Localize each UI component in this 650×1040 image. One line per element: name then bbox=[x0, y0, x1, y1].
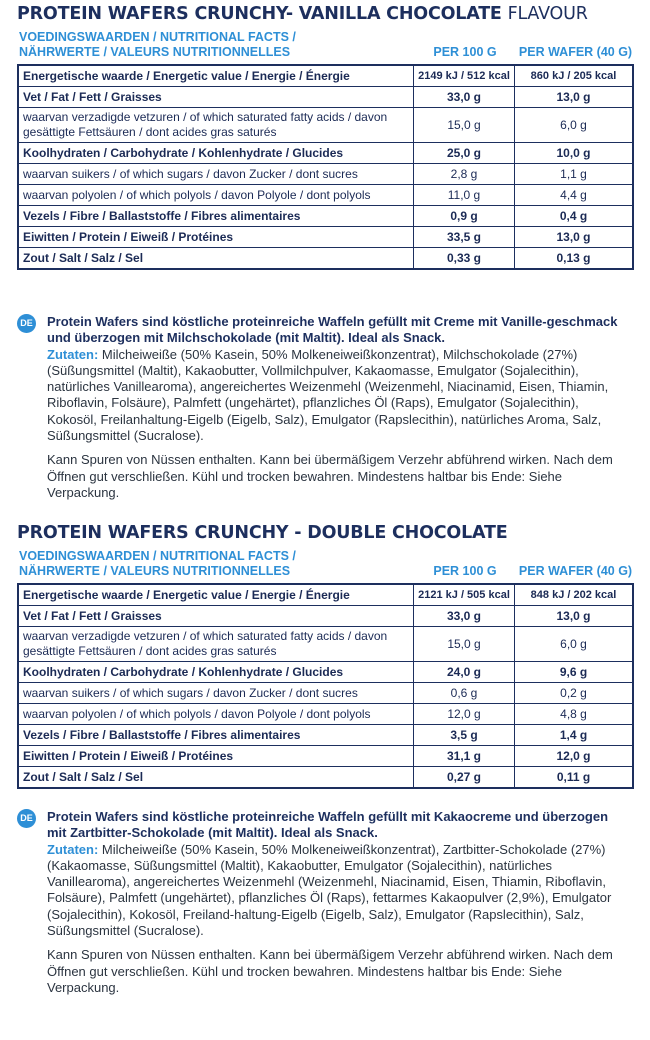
table-row bbox=[18, 248, 633, 270]
table-row bbox=[18, 746, 633, 767]
column-header-per-100g: PER 100 G bbox=[433, 45, 497, 59]
value-per-wafer: 0,11 g bbox=[515, 767, 634, 789]
language-badge: DE bbox=[17, 314, 36, 333]
value-per-100g: 33,5 g bbox=[414, 227, 515, 248]
ingredients-text: Milcheiweiße (50% Kasein, 50% Molkeneiweißkonzentrat), Zartbitter-Schokolade (27%) (Kakaomasse, Süßungsmittel (Maltit), Kakaobutter, Emulgator (Sojalecithin), natürliches Vanillearoma), angereichertes Weizenmehl (Weizenmehl, Niacinamid, Eisen, Thiamin, Riboflavin, Folsäure), Palmfett (ungehärtet), pflanzliches Öl (Raps), fettarmes Kakaopulver (2,9%), Emulgator (Sojalecithin), Kokosöl, Freiland-haltung-Eigelb (Eigelb, Salz), Emulgator (Rapslecithin), Salz, Süßungsmittel (Sucralose). bbox=[47, 841, 612, 939]
row-label: waarvan suikers / of which sugars / davon Zucker / dont sucres bbox=[18, 164, 414, 185]
value-per-100g: 33,0 g bbox=[414, 606, 515, 627]
column-header-per-wafer: PER WAFER (40 G) bbox=[518, 45, 633, 59]
row-label: waarvan suikers / of which sugars / davon Zucker / dont sucres bbox=[18, 683, 414, 704]
product-section-vanilla bbox=[17, 4, 634, 270]
ingredients-text: Milcheiweiße (50% Kasein, 50% Molkeneiweißkonzentrat), Milchschokolade (27%) (Süßungsmittel (Maltit), Kakaobutter, Vollmilchpulver, Kakaomasse, Emulgator (Sojalecithin), natürliches Vanillearoma), angereichertes Weizenmehl (Weizenmehl, Niacinamid, Eisen, Thiamin, Riboflavin, Folsäure), Palmfett (ungehärtet), pflanzliches Öl (Raps), Emulgator (Sojalecithin), Kokosöl, Freilanhaltung-Eigelb (Eigelb, Salz), Emulgator (Rapslecithin), natürliches Aroma, Salz, Süßungsmittel (Sucralose). bbox=[47, 346, 609, 444]
table-row bbox=[18, 164, 633, 185]
row-label: Koolhydraten / Carbohydrate / Kohlenhydrate / Glucides bbox=[18, 662, 414, 683]
value-per-wafer: 6,0 g bbox=[515, 627, 634, 662]
value-per-wafer: 4,4 g bbox=[515, 185, 634, 206]
ingredients bbox=[47, 347, 629, 445]
value-per-wafer: 0,4 g bbox=[515, 206, 634, 227]
table-row bbox=[18, 767, 633, 789]
column-header-per-wafer: PER WAFER (40 G) bbox=[518, 564, 633, 578]
row-label: waarvan polyolen / of which polyols / davon Polyole / dont polyols bbox=[18, 704, 414, 725]
product-title bbox=[17, 4, 634, 24]
nutrition-header-label bbox=[19, 549, 296, 579]
value-per-wafer: 1,4 g bbox=[515, 725, 634, 746]
value-per-wafer: 1,1 g bbox=[515, 164, 634, 185]
value-per-wafer: 13,0 g bbox=[515, 227, 634, 248]
description-block-double-chocolate bbox=[17, 809, 629, 996]
row-label: Zout / Salt / Salz / Sel bbox=[18, 248, 414, 270]
description-block-vanilla bbox=[17, 314, 629, 501]
ingredients-label: Zutaten: bbox=[47, 841, 99, 857]
table-row bbox=[18, 143, 633, 164]
row-label: Energetische waarde / Energetic value / Energie / Énergie bbox=[18, 584, 414, 606]
value-per-wafer: 860 kJ / 205 kcal bbox=[515, 65, 634, 87]
value-per-100g: 0,33 g bbox=[414, 248, 515, 270]
row-label: Eiwitten / Protein / Eiweiß / Protéines bbox=[18, 227, 414, 248]
value-per-100g: 15,0 g bbox=[414, 627, 515, 662]
row-label: Vet / Fat / Fett / Graisses bbox=[18, 606, 414, 627]
storage-note: Kann Spuren von Nüssen enthalten. Kann bei übermäßigem Verzehr abführend wirken. Nach dem Öffnen gut verschließen. Kühl und trocken bewahren. Mindestens haltbar bis Ende: Siehe Verpackung. bbox=[47, 452, 613, 500]
table-row bbox=[18, 627, 633, 662]
nutrition-header bbox=[17, 549, 634, 583]
language-badge: DE bbox=[17, 809, 36, 828]
value-per-100g: 2,8 g bbox=[414, 164, 515, 185]
product-description: Protein Wafers sind köstliche proteinreiche Waffeln gefüllt mit Kakaocreme und überzogen mit Zartbitter-Schokolade (mit Maltit). Ideal als Snack. bbox=[47, 809, 609, 841]
header-label-line-1: VOEDINGSWAARDEN / NUTRITIONAL FACTS / bbox=[19, 30, 296, 44]
table-row bbox=[18, 725, 633, 746]
header-label-line-2: NÄHRWERTE / VALEURS NUTRITIONNELLES bbox=[19, 564, 291, 578]
value-per-100g: 11,0 g bbox=[414, 185, 515, 206]
value-per-wafer: 13,0 g bbox=[515, 87, 634, 108]
row-label: Zout / Salt / Salz / Sel bbox=[18, 767, 414, 789]
column-header-per-100g: PER 100 G bbox=[433, 564, 497, 578]
table-row bbox=[18, 662, 633, 683]
value-per-100g: 25,0 g bbox=[414, 143, 515, 164]
value-per-wafer: 848 kJ / 202 kcal bbox=[515, 584, 634, 606]
row-label: Vet / Fat / Fett / Graisses bbox=[18, 87, 414, 108]
value-per-100g: 15,0 g bbox=[414, 108, 515, 143]
value-per-wafer: 10,0 g bbox=[515, 143, 634, 164]
value-per-wafer: 12,0 g bbox=[515, 746, 634, 767]
product-title-flavour: FLAVOUR bbox=[507, 4, 588, 24]
value-per-100g: 2121 kJ / 505 kcal bbox=[414, 584, 515, 606]
header-label-line-2: NÄHRWERTE / VALEURS NUTRITIONNELLES bbox=[19, 45, 291, 59]
value-per-100g: 33,0 g bbox=[414, 87, 515, 108]
row-label: waarvan polyolen / of which polyols / davon Polyole / dont polyols bbox=[18, 185, 414, 206]
product-title-main: PROTEIN WAFERS CRUNCHY- VANILLA CHOCOLATE bbox=[17, 4, 502, 24]
value-per-100g: 0,6 g bbox=[414, 683, 515, 704]
value-per-wafer: 0,13 g bbox=[515, 248, 634, 270]
product-title-main: PROTEIN WAFERS CRUNCHY - DOUBLE CHOCOLATE bbox=[17, 523, 508, 543]
value-per-100g: 31,1 g bbox=[414, 746, 515, 767]
value-per-wafer: 9,6 g bbox=[515, 662, 634, 683]
value-per-wafer: 13,0 g bbox=[515, 606, 634, 627]
header-label-line-1: VOEDINGSWAARDEN / NUTRITIONAL FACTS / bbox=[19, 549, 296, 563]
value-per-100g: 12,0 g bbox=[414, 704, 515, 725]
value-per-wafer: 4,8 g bbox=[515, 704, 634, 725]
table-row bbox=[18, 683, 633, 704]
row-label: Koolhydraten / Carbohydrate / Kohlenhydrate / Glucides bbox=[18, 143, 414, 164]
nutrition-header-label bbox=[19, 30, 296, 60]
ingredients bbox=[47, 842, 629, 940]
row-label: Energetische waarde / Energetic value / Energie / Énergie bbox=[18, 65, 414, 87]
value-per-wafer: 0,2 g bbox=[515, 683, 634, 704]
value-per-100g: 0,9 g bbox=[414, 206, 515, 227]
nutrition-header bbox=[17, 30, 634, 64]
row-label: Eiwitten / Protein / Eiweiß / Protéines bbox=[18, 746, 414, 767]
storage-note: Kann Spuren von Nüssen enthalten. Kann bei übermäßigem Verzehr abführend wirken. Nach dem Öffnen gut verschließen. Kühl und trocken bewahren. Mindestens haltbar bis Ende: Siehe Verpackung. bbox=[47, 947, 613, 995]
value-per-wafer: 6,0 g bbox=[515, 108, 634, 143]
ingredients-label: Zutaten: bbox=[47, 346, 99, 362]
product-description: Protein Wafers sind köstliche proteinreiche Waffeln gefüllt mit Creme mit Vanille-geschmack und überzogen mit Milchschokolade (mit Maltit). Ideal als Snack. bbox=[47, 314, 618, 346]
row-label: waarvan verzadigde vetzuren / of which saturated fatty acids / davon gesättigte Fettsäuren / dont acides gras saturés bbox=[18, 627, 414, 662]
table-row bbox=[18, 704, 633, 725]
table-row bbox=[18, 87, 633, 108]
value-per-100g: 0,27 g bbox=[414, 767, 515, 789]
nutrition-table bbox=[17, 583, 634, 789]
nutrition-table bbox=[17, 64, 634, 270]
row-label: Vezels / Fibre / Ballaststoffe / Fibres alimentaires bbox=[18, 206, 414, 227]
value-per-100g: 3,5 g bbox=[414, 725, 515, 746]
product-title bbox=[17, 523, 634, 543]
table-row bbox=[18, 206, 633, 227]
table-row bbox=[18, 606, 633, 627]
value-per-100g: 2149 kJ / 512 kcal bbox=[414, 65, 515, 87]
product-section-double-chocolate bbox=[17, 523, 634, 789]
table-row bbox=[18, 65, 633, 87]
row-label: Vezels / Fibre / Ballaststoffe / Fibres alimentaires bbox=[18, 725, 414, 746]
value-per-100g: 24,0 g bbox=[414, 662, 515, 683]
table-row bbox=[18, 584, 633, 606]
row-label: waarvan verzadigde vetzuren / of which saturated fatty acids / davon gesättigte Fettsäuren / dont acides gras saturés bbox=[18, 108, 414, 143]
table-row bbox=[18, 108, 633, 143]
table-row bbox=[18, 185, 633, 206]
table-row bbox=[18, 227, 633, 248]
